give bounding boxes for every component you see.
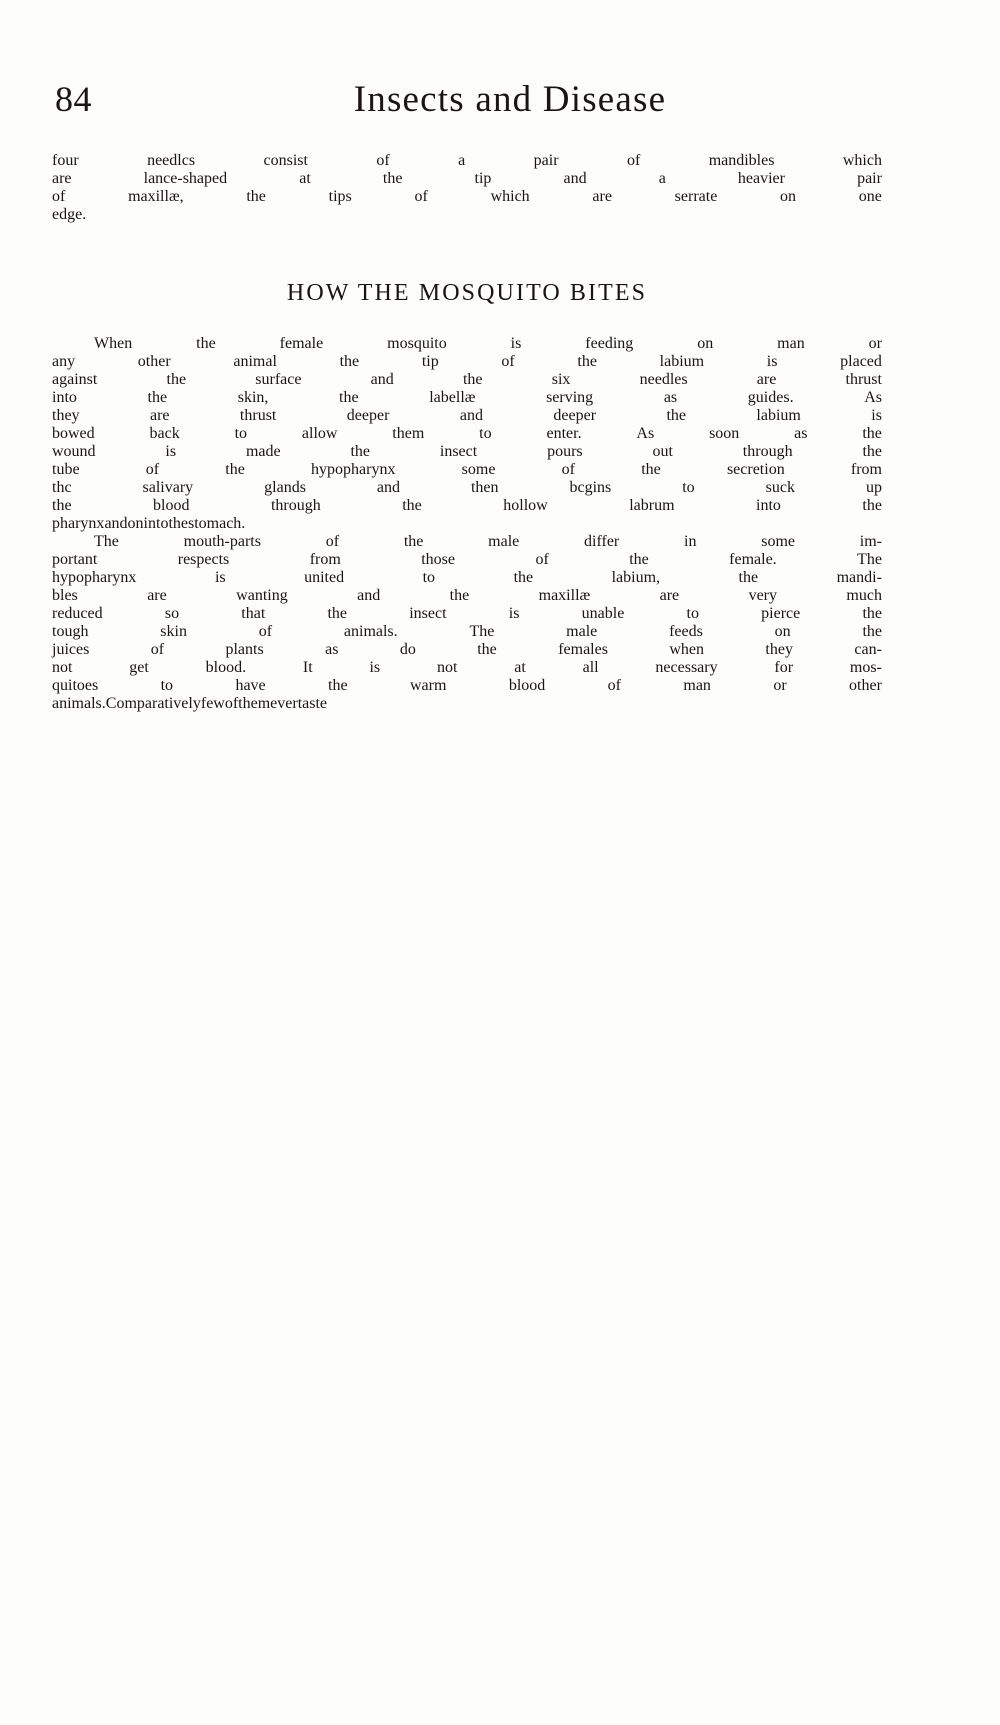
running-title: Insects and Disease: [353, 79, 667, 120]
word: for: [774, 659, 794, 676]
word: deeper: [553, 407, 597, 424]
word: serrate: [674, 188, 718, 205]
word: few: [200, 695, 225, 712]
paragraph-2: [52, 335, 882, 533]
word: female.: [729, 551, 777, 568]
word: through: [742, 443, 793, 460]
word: taste: [297, 695, 328, 712]
word: at: [514, 659, 526, 676]
word: of: [52, 188, 66, 205]
word: serving: [546, 389, 594, 406]
word: at: [299, 170, 311, 187]
word: im-: [859, 533, 882, 550]
word: not: [52, 659, 73, 676]
word: other: [849, 677, 882, 694]
word: the: [327, 605, 348, 622]
text-line: [52, 371, 882, 389]
word: them: [392, 425, 425, 442]
word: against: [52, 371, 98, 388]
word: the: [629, 551, 649, 568]
word: male: [488, 533, 520, 550]
word: allow: [301, 425, 338, 442]
word: guides.: [747, 389, 794, 406]
word: pair: [533, 152, 559, 169]
word: the: [166, 371, 187, 388]
word: and: [357, 587, 381, 604]
text-line: [52, 641, 882, 659]
text-line: [52, 353, 882, 371]
word: of: [501, 353, 515, 370]
text-line: [52, 587, 882, 605]
word: of: [145, 461, 160, 478]
word: the: [196, 335, 216, 352]
word: the: [403, 533, 424, 550]
word: respects: [177, 551, 230, 568]
word: up: [865, 479, 882, 496]
word: bowed: [52, 425, 95, 442]
word: are: [756, 371, 777, 388]
word: the: [513, 569, 534, 586]
word: wanting: [236, 587, 288, 604]
word: not: [436, 659, 458, 676]
word: blood: [508, 677, 546, 694]
word: pours: [547, 443, 583, 460]
word: tips: [328, 188, 352, 205]
word: lance-shaped: [143, 170, 228, 187]
word: quitoes: [52, 677, 99, 694]
word: female: [279, 335, 324, 352]
word: blood.: [205, 659, 247, 676]
word: the: [339, 353, 360, 370]
word: mandibles: [708, 152, 775, 169]
word: As: [864, 389, 882, 406]
word: united: [304, 569, 345, 586]
text-line: [52, 569, 882, 587]
word: man: [683, 677, 711, 694]
page-number: 84: [55, 79, 92, 119]
word: reduced: [52, 605, 103, 622]
word: to: [234, 425, 248, 442]
word: to: [422, 569, 436, 586]
word: as: [325, 641, 339, 658]
word: or: [773, 677, 787, 694]
word: of: [414, 188, 428, 205]
word: ever: [270, 695, 298, 712]
word: hypopharynx: [52, 569, 137, 586]
text-line: [52, 551, 882, 569]
word: thc: [52, 479, 72, 496]
word: to: [686, 605, 699, 622]
word: as: [794, 425, 808, 442]
word: to: [479, 425, 492, 442]
word: can-: [854, 641, 882, 658]
word: females: [558, 641, 608, 658]
text-line: [52, 659, 882, 677]
word: do: [399, 641, 416, 658]
word: which: [842, 152, 882, 169]
word: the: [52, 497, 72, 514]
word: feeding: [585, 335, 634, 352]
word: Comparatively: [105, 695, 201, 712]
word: the: [862, 425, 882, 442]
word: they: [52, 407, 80, 424]
word: to: [160, 677, 174, 694]
text-line: [52, 188, 882, 206]
text-line: [52, 533, 882, 551]
word: are: [149, 407, 170, 424]
text-line: [52, 479, 882, 497]
word: a: [458, 152, 466, 169]
paragraph-3: [52, 533, 882, 713]
word: into: [52, 389, 77, 406]
word: It: [302, 659, 313, 676]
word: some: [461, 461, 496, 478]
word: the: [402, 497, 422, 514]
word: portant: [52, 551, 98, 568]
word: is: [510, 335, 522, 352]
word: stomach.: [187, 515, 246, 532]
word: the: [862, 605, 882, 622]
word: the: [577, 353, 597, 370]
word: have: [235, 677, 266, 694]
word: on: [697, 335, 714, 352]
word: are: [52, 170, 72, 187]
word: the: [350, 443, 371, 460]
word: and: [104, 515, 128, 532]
word: blood: [153, 497, 190, 514]
text-line: [52, 407, 882, 425]
word: the: [147, 389, 168, 406]
word: tough: [52, 623, 89, 640]
text-line: [52, 605, 882, 623]
word: wound: [52, 443, 96, 460]
word: very: [748, 587, 777, 604]
word: mos-: [849, 659, 882, 676]
word: and: [370, 371, 394, 388]
text-line: [52, 677, 882, 695]
word: mouth-parts: [183, 533, 261, 550]
word: mandi-: [836, 569, 882, 586]
word: the: [225, 461, 245, 478]
word: bles: [52, 587, 78, 604]
word: of: [258, 623, 273, 640]
word: thrust: [239, 407, 277, 424]
word: back: [149, 425, 180, 442]
word: pair: [857, 170, 882, 187]
text-line: [52, 695, 882, 713]
word: differ: [584, 533, 620, 550]
word: needles: [639, 371, 688, 388]
word: of: [376, 152, 390, 169]
word: mosquito: [387, 335, 447, 352]
text-line: [52, 443, 882, 461]
word: some: [761, 533, 796, 550]
word: of: [607, 677, 621, 694]
word: is: [766, 353, 778, 370]
word: tip: [474, 170, 492, 187]
word: of: [150, 641, 165, 658]
word: skin: [160, 623, 187, 640]
word: six: [551, 371, 571, 388]
word: the: [862, 443, 882, 460]
word: is: [871, 407, 882, 424]
word: plants: [225, 641, 264, 658]
word: unable: [581, 605, 625, 622]
word: glands: [264, 479, 306, 496]
word: the: [477, 641, 497, 658]
word: juices: [52, 641, 90, 658]
text-line: [52, 206, 882, 224]
word: much: [846, 587, 882, 604]
word: labium: [756, 407, 801, 424]
word: male: [566, 623, 598, 640]
word: thrust: [845, 371, 882, 388]
word: animals.: [343, 623, 398, 640]
word: the: [339, 389, 359, 406]
word: the: [738, 569, 759, 586]
text-line: [52, 425, 882, 443]
word: The: [94, 533, 119, 550]
word: are: [147, 587, 167, 604]
word: As: [636, 425, 655, 442]
page-body: [52, 152, 882, 713]
text-line: [52, 170, 882, 188]
word: the: [328, 677, 348, 694]
word: the: [862, 497, 882, 514]
word: pierce: [761, 605, 801, 622]
word: salivary: [142, 479, 194, 496]
page-header: [55, 78, 945, 126]
word: tube: [52, 461, 80, 478]
word: the: [449, 587, 470, 604]
word: and: [563, 170, 587, 187]
word: bcgins: [569, 479, 612, 496]
word: the: [666, 407, 686, 424]
word: on: [780, 188, 797, 205]
word: all: [582, 659, 599, 676]
text-line: [52, 335, 882, 353]
word: then: [470, 479, 499, 496]
word: out: [652, 443, 673, 460]
text-line: [52, 515, 882, 533]
word: those: [421, 551, 456, 568]
text-line: [52, 389, 882, 407]
word: heavier: [737, 170, 785, 187]
word: The: [469, 623, 495, 640]
word: insect: [409, 605, 447, 622]
word: the: [168, 515, 188, 532]
word: labium: [659, 353, 705, 370]
word: into: [143, 515, 169, 532]
word: secretion: [726, 461, 785, 478]
word: man: [777, 335, 805, 352]
word: of: [325, 533, 340, 550]
word: labium,: [611, 569, 661, 586]
word: which: [490, 188, 530, 205]
word: is: [165, 443, 177, 460]
word: needlcs: [147, 152, 196, 169]
word: so: [164, 605, 180, 622]
word: made: [245, 443, 281, 460]
word: labellæ: [429, 389, 476, 406]
word: necessary: [655, 659, 718, 676]
word: or: [868, 335, 882, 352]
word: through: [270, 497, 321, 514]
word: to: [682, 479, 695, 496]
word: of: [535, 551, 549, 568]
word: on: [127, 515, 144, 532]
word: When: [94, 335, 133, 352]
word: animal: [233, 353, 277, 370]
word: from: [309, 551, 341, 568]
word: other: [137, 353, 171, 370]
word: into: [756, 497, 781, 514]
word: the: [641, 461, 661, 478]
word: enter.: [546, 425, 582, 442]
word: and: [459, 407, 483, 424]
word: a: [658, 170, 666, 187]
word: feeds: [669, 623, 703, 640]
word: the: [246, 188, 266, 205]
word: consist: [263, 152, 308, 169]
word: four: [52, 152, 79, 169]
word: placed: [840, 353, 882, 370]
word: when: [669, 641, 704, 658]
word: on: [774, 623, 791, 640]
word: insect: [439, 443, 478, 460]
word: tip: [421, 353, 439, 370]
word: soon: [709, 425, 740, 442]
section-subheading: HOW THE MOSQUITO BITES: [286, 280, 648, 306]
word: them: [238, 695, 271, 712]
word: pharynx: [52, 515, 105, 532]
word: is: [369, 659, 381, 676]
word: from: [850, 461, 882, 478]
word: warm: [409, 677, 447, 694]
word: labrum: [629, 497, 675, 514]
word: is: [508, 605, 520, 622]
word: are: [659, 587, 680, 604]
text-line: [52, 623, 882, 641]
word: and: [376, 479, 400, 496]
word: The: [857, 551, 882, 568]
word: maxillæ: [538, 587, 591, 604]
word: is: [214, 569, 226, 586]
word: suck: [765, 479, 795, 496]
word: of: [224, 695, 239, 712]
word: surface: [255, 371, 302, 388]
word: of: [561, 461, 575, 478]
word: the: [862, 623, 882, 640]
word: in: [684, 533, 697, 550]
word: hypopharynx: [311, 461, 396, 478]
word: as: [663, 389, 678, 406]
word: get: [129, 659, 149, 676]
word: the: [462, 371, 483, 388]
word: of: [626, 152, 641, 169]
word: are: [592, 188, 612, 205]
word: edge.: [52, 206, 87, 223]
word: hollow: [503, 497, 548, 514]
word: that: [241, 605, 266, 622]
word: any: [52, 353, 76, 370]
word: animals.: [52, 695, 106, 712]
paragraph-1: [52, 152, 882, 224]
text-line: [52, 461, 882, 479]
word: the: [382, 170, 403, 187]
text-line: [52, 497, 882, 515]
word: one: [858, 188, 882, 205]
word: deeper: [346, 407, 390, 424]
word: skin,: [237, 389, 269, 406]
word: maxillæ,: [128, 188, 184, 205]
word: they: [765, 641, 793, 658]
text-line: [52, 152, 882, 170]
